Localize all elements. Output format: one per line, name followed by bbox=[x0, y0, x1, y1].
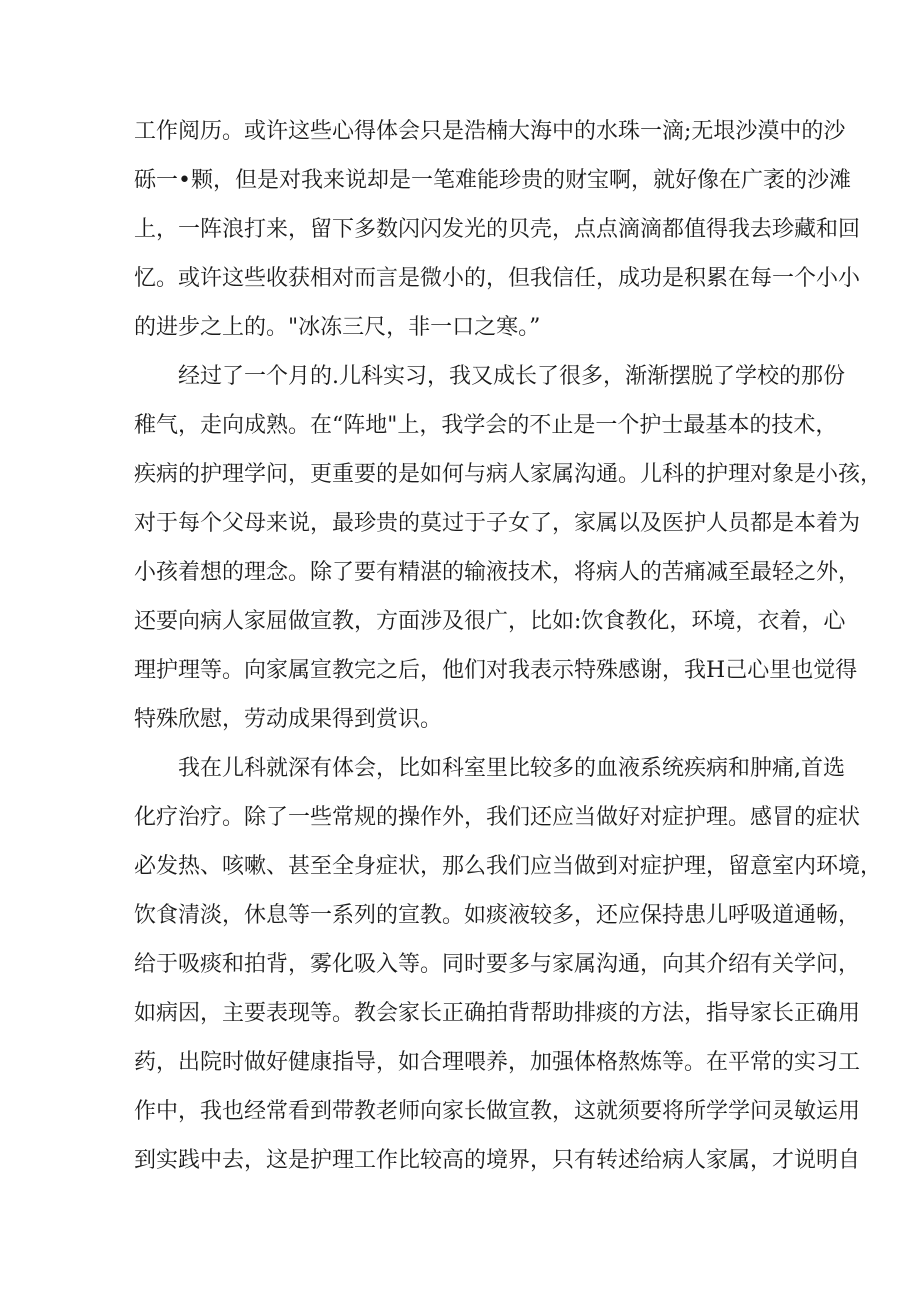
text-line: 对于每个父母来说，最珍贵的莫过于子女了，家属以及医护人员都是本着为 bbox=[134, 511, 861, 536]
text-line: 经过了一个月的.儿科实习，我又成长了很多，渐渐摆脱了学校的那份 bbox=[178, 364, 845, 389]
text-line: 我在儿科就深有体会，比如科室里比较多的血液系统疾病和肿痛,首选 bbox=[178, 756, 845, 781]
text-line: 特殊欣慰，劳动成果得到赏识。 bbox=[134, 707, 443, 732]
text-line: 到实践中去，这是护理工作比较高的境界，只有转述给病人家属，才说明自 bbox=[134, 1148, 861, 1173]
text-line: 如病因，主要表现等。教会家长正确拍背帮助排痰的方法，指导家长正确用 bbox=[134, 1001, 861, 1026]
text-line: 忆。或许这些收获相对而言是微小的，但我信任，成功是积累在每一个小小 bbox=[134, 266, 861, 291]
text-line: 药，出院时做好健康指导，如合理喂养，加强体格熬炼等。在平常的实习工 bbox=[134, 1050, 861, 1075]
text-line: 作中，我也经常看到带教老师向家长做宣教，这就须要将所学学问灵敏运用 bbox=[134, 1099, 861, 1124]
text-line: 的进步之上的。"冰冻三尺，非一口之寒。” bbox=[134, 315, 541, 340]
text-line: 上，一阵浪打来，留下多数闪闪发光的贝壳，点点滴滴都值得我去珍藏和回 bbox=[134, 217, 861, 242]
text-line: 理护理等。向家属宣教完之后，他们对我表示特殊感谢，我H己心里也觉得 bbox=[134, 658, 858, 683]
text-line: 砾一•颗，但是对我来说却是一笔难能珍贵的财宝啊，就好像在广袤的沙滩 bbox=[134, 168, 851, 193]
text-line: 饮食清淡，休息等一系列的宣教。如痰液较多，还应保持患儿呼吸道通畅， bbox=[134, 903, 861, 928]
text-line: 必发热、咳嗽、甚至全身症状，那么我们应当做到对症护理，留意室内环境， bbox=[134, 854, 883, 879]
text-line: 疾病的护理学问，更重要的是如何与病人家属沟通。儿科的护理对象是小孩， bbox=[134, 462, 883, 487]
text-line: 工作阅历。或许这些心得体会只是浩楠大海中的水珠一滴;无垠沙漠中的沙 bbox=[134, 119, 846, 144]
text-line: 小孩着想的理念。除了要有精湛的输液技术，将病人的苦痛减至最轻之外， bbox=[134, 560, 861, 585]
text-line: 稚气，走向成熟。在“阵地"上，我学会的不止是一个护士最基本的技术， bbox=[134, 413, 838, 438]
text-line: 化疗治疗。除了一些常规的操作外，我们还应当做好对症护理。感冒的症状 bbox=[134, 805, 861, 830]
text-line: 还要向病人家屈做宣教，方面涉及很广，比如:饮食教化，环境，衣着，心 bbox=[134, 609, 846, 634]
text-line: 给于吸痰和拍背，雾化吸入等。同时要多与家属沟通，向其介绍有关学问， bbox=[134, 952, 861, 977]
